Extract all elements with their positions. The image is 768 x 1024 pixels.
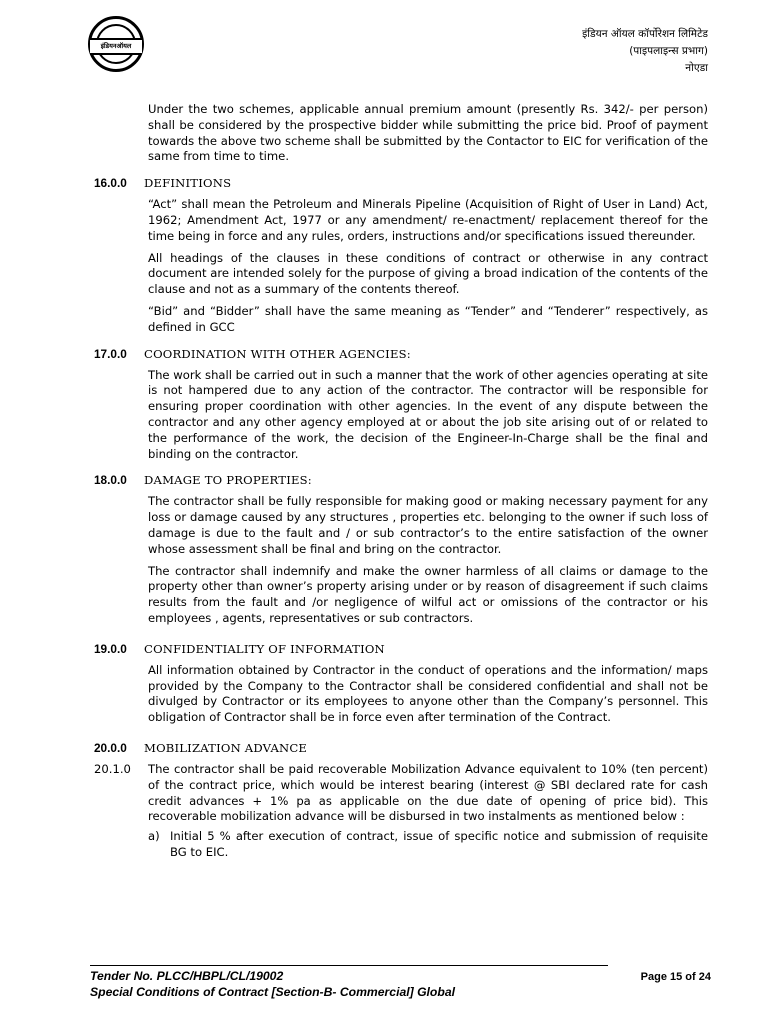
- section-number: 17.0.0: [94, 346, 127, 361]
- list-marker: a): [148, 829, 160, 844]
- confidentiality-paragraph: All information obtained by Contractor in the conduct of operations and the information/ maps provided by the Company to the Contractor shall be considered confidential and shall not be divulged by Contractor or its employees to anyone other than the Company’s personnel. This obligation of Contractor shall be in force even after termination of the Contract.: [148, 662, 708, 725]
- definition-paragraph: “Act” shall mean the Petroleum and Minerals Pipeline (Acquisition of Right of User in Land) Act, 1962; Amendment Act, 1977 or any amendment/ re-enactment/ replacement thereof for the time being in force and any rules, orders, instructions and/or specifications issued thereunder.: [148, 197, 708, 243]
- section-heading-20: [94, 740, 708, 756]
- document-title: Special Conditions of Contract [Section-B- Commercial] Global: [90, 985, 455, 999]
- company-logo: [88, 16, 144, 72]
- section-title: DAMAGE TO PROPERTIES:: [144, 473, 312, 488]
- logo-text: इंडियनऑयल: [90, 38, 142, 55]
- sub-clause-20-1: [94, 762, 708, 825]
- division-hindi: (पाइपलाइन्स प्रभाग): [629, 45, 708, 57]
- footer-left: [90, 968, 455, 1000]
- sub-clause-number: 20.1.0: [94, 761, 131, 776]
- section-heading-19: [94, 641, 708, 657]
- list-item-text: Initial 5 % after execution of contract, issue of specific notice and submission of requisite BG to EIC.: [170, 829, 708, 859]
- letterhead: [582, 26, 708, 77]
- section-number: 18.0.0: [94, 473, 127, 488]
- page-number: Page 15 of 24: [640, 971, 711, 983]
- definition-paragraph: All headings of the clauses in these conditions of contract or otherwise in any contract document are intended solely for the purpose of giving a broad indication of the contents of the clause and not as a summary of the contents thereof.: [148, 250, 708, 297]
- section-number: 20.0.0: [94, 740, 127, 755]
- coordination-paragraph: The work shall be carried out in such a manner that the work of other agencies operating at site is not hampered due to any action of the contractor. The contractor will be responsible for ensuring proper coordination with other agencies. In the event of any dispute between the contractor and any other agency employed at or about the job site arising out of or related to the performance of the work, the decision of the Engineer-In-Charge shall be the final and binding on the contractor.: [148, 367, 708, 461]
- definition-paragraph: “Bid” and “Bidder” shall have the same meaning as “Tender” and “Tenderer” respectively, as defined in GCC: [148, 303, 708, 334]
- section-title: DEFINITIONS: [144, 176, 232, 191]
- section-number: 16.0.0: [94, 176, 127, 191]
- footer-divider: [90, 965, 608, 966]
- section-title: MOBILIZATION ADVANCE: [144, 740, 308, 755]
- list-item: [148, 829, 708, 861]
- company-name-hindi: इंडियन ऑयल कॉर्पोरेशन लिमिटेड: [582, 28, 708, 40]
- document-body: [94, 102, 708, 861]
- section-heading-17: [94, 346, 708, 362]
- tender-number: PLCC/HBPL/CL/19002: [156, 969, 284, 983]
- intro-paragraph: Under the two schemes, applicable annual premium amount (presently Rs. 342/- per person) shall be considered by the prospective bidder while submitting the price bid. Proof of payment towards the above two scheme shall be submitted by the Contactor to EIC for verification of the same from time to time.: [148, 102, 708, 164]
- damage-paragraph: The contractor shall be fully responsible for making good or making necessary payment for any loss or damage caused by any structures , properties etc. belonging to the owner if such loss of damage is due to the fault and / or sub contractor’s to the entire satisfaction of the owner whose assessment shall be final and bring on the contractor.: [148, 494, 708, 556]
- tender-label: Tender No.: [90, 969, 154, 983]
- location-hindi: नोएडा: [685, 62, 708, 74]
- damage-paragraph: The contractor shall indemnify and make the owner harmless of all claims or damage to the property other than owner’s property arising under or by reason of disagreement if such claims results from the fault and /or negligence of wilful act or omissions of the contractor or his employees , agents, representatives or sub contractors.: [148, 563, 708, 625]
- section-title: CONFIDENTIALITY OF INFORMATION: [144, 641, 385, 656]
- section-number: 19.0.0: [94, 641, 127, 656]
- tender-number-line: [90, 968, 455, 984]
- section-title: COORDINATION WITH OTHER AGENCIES:: [144, 346, 411, 361]
- sub-clause-text: The contractor shall be paid recoverable Mobilization Advance equivalent to 10% (ten percent) of the contract price, which would be interest bearing (interest @ SBI declared rate for cash credit advances + 1% pa as applicable on the due date of opening of price bid). This recoverable mobilization advance will be disbursed in two instalments as mentioned below :: [148, 761, 708, 824]
- section-heading-18: [94, 472, 708, 488]
- section-heading-16: [94, 175, 708, 191]
